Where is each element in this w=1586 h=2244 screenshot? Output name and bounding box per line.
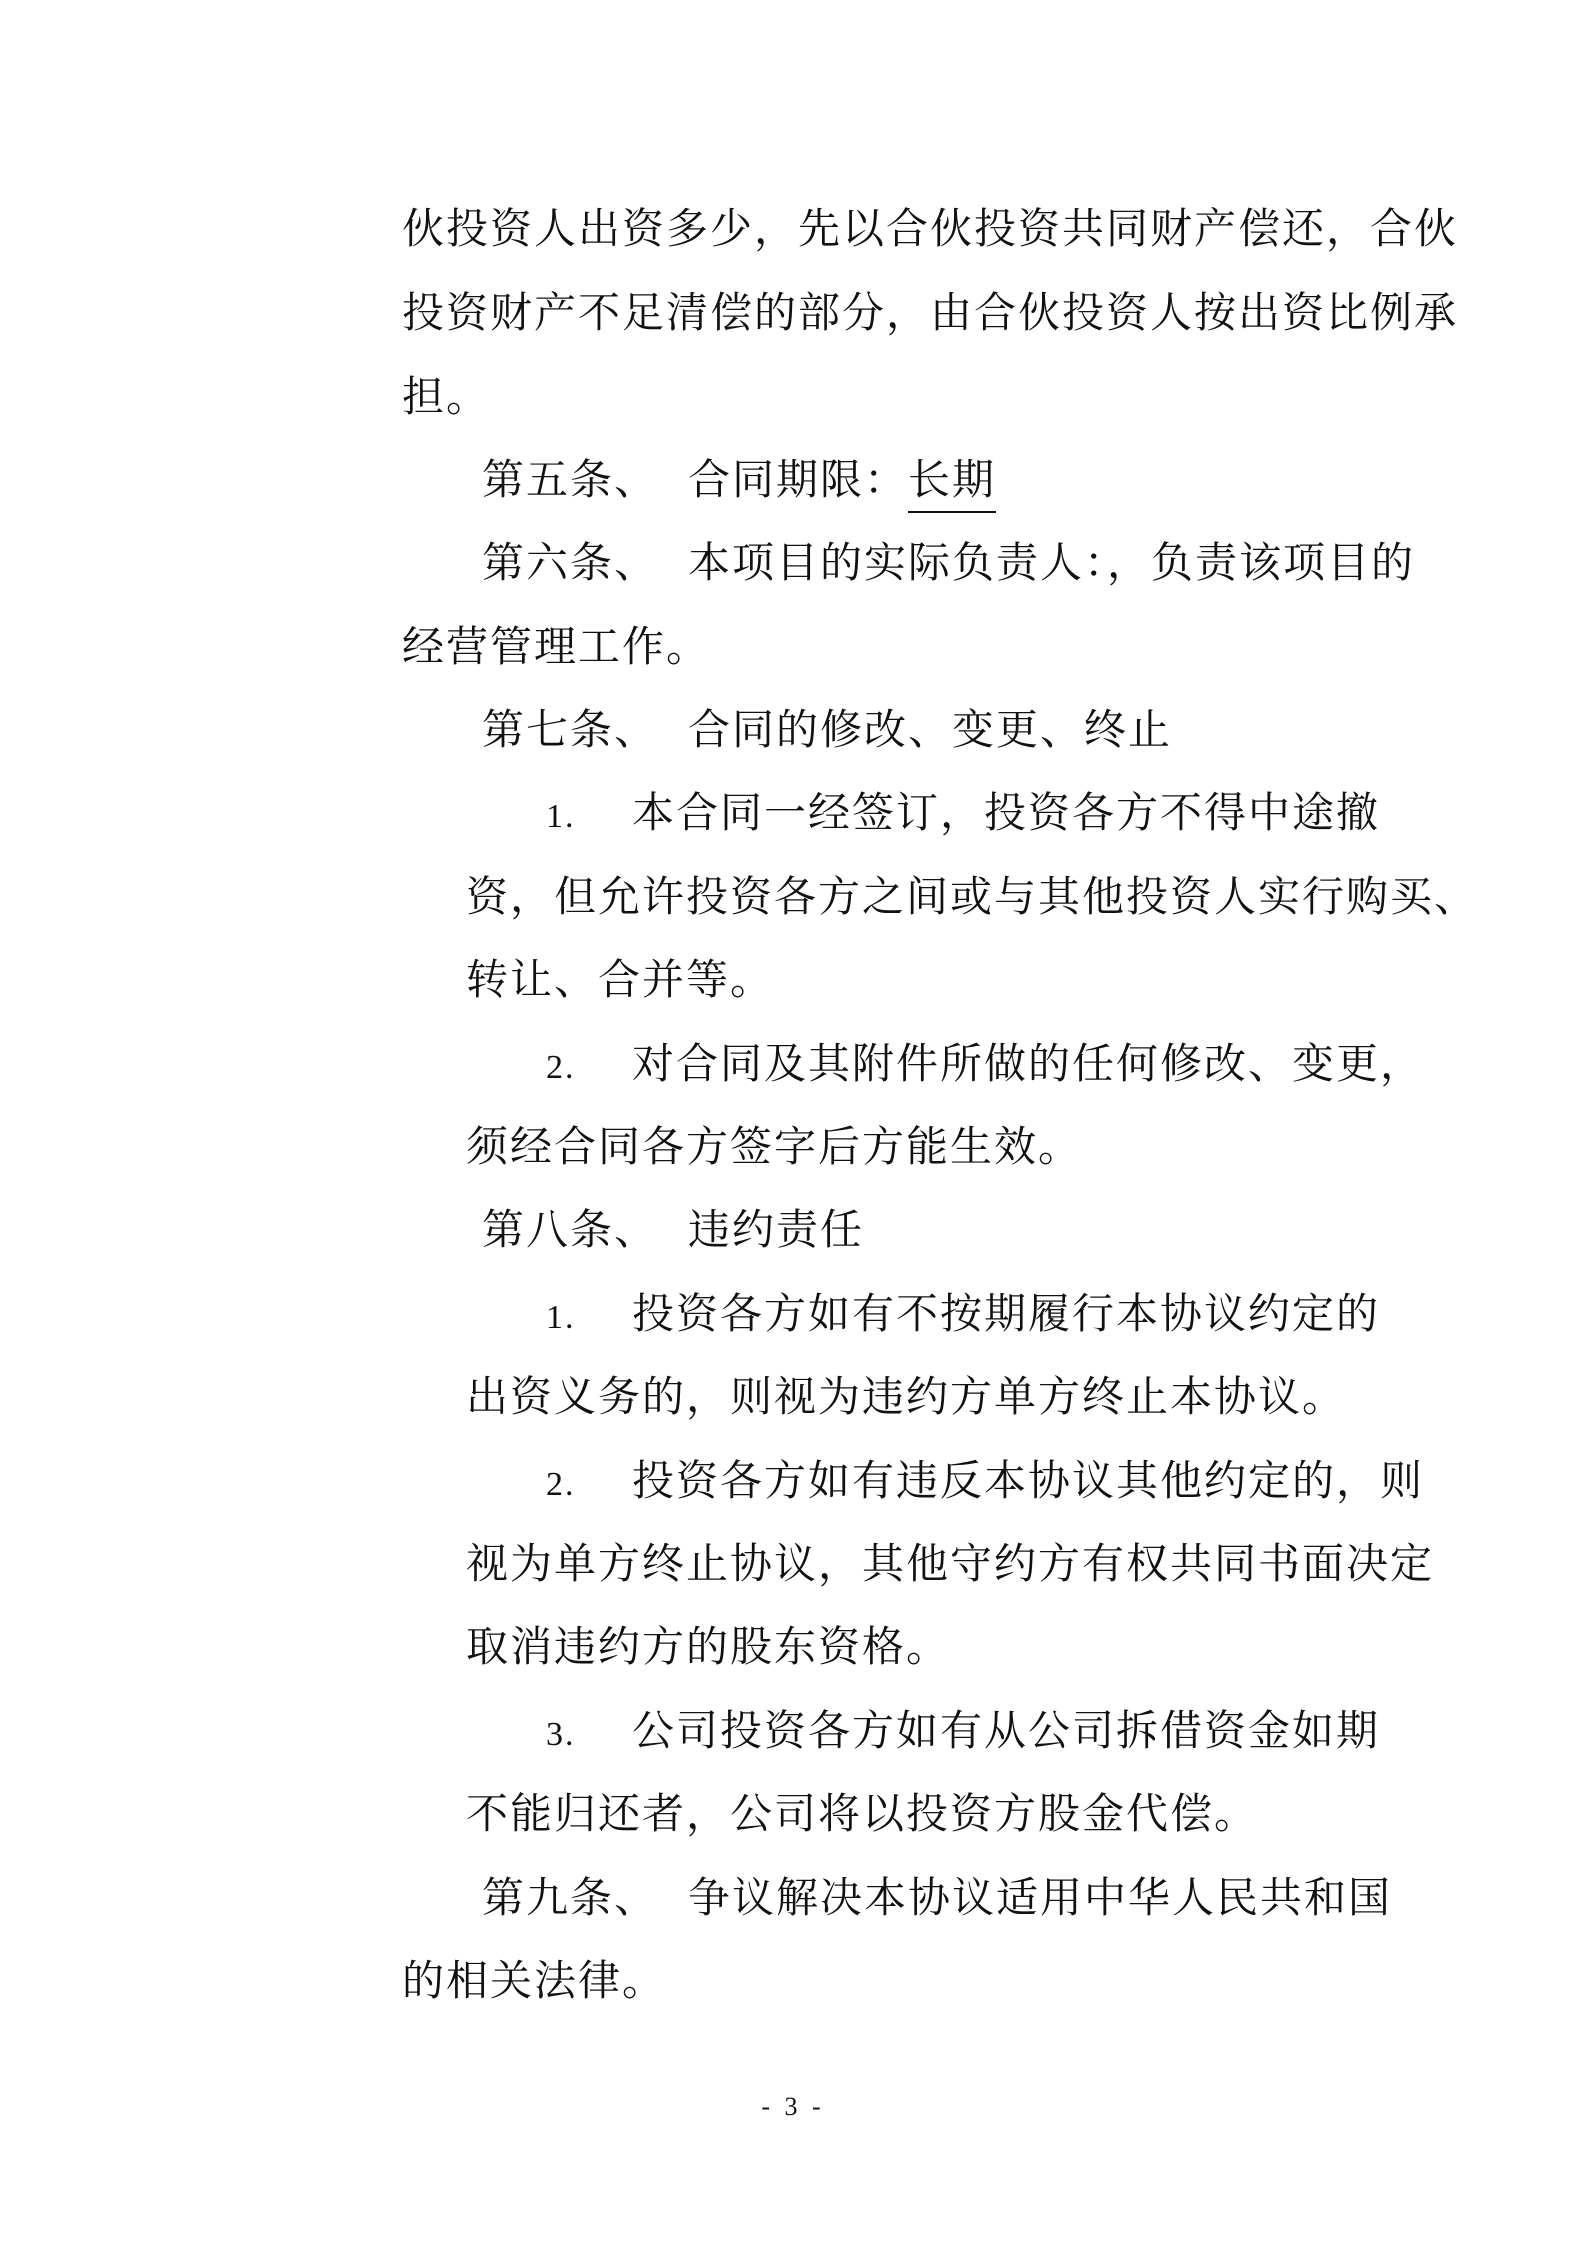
- list-item: [540, 1456, 1424, 1510]
- item-number: 1.: [546, 1299, 576, 1336]
- paragraph-line: 的相关法律。: [402, 1956, 667, 2005]
- article-label: 第七条、: [482, 705, 659, 754]
- item-text: 本合同一经签订，投资各方不得中途撤: [632, 788, 1381, 837]
- article-text: 合同期限：: [688, 455, 909, 504]
- paragraph-line: 取消违约方的股东资格。: [466, 1622, 951, 1671]
- item-text: 公司投资各方如有从公司拆借资金如期: [632, 1706, 1381, 1755]
- paragraph-line: 担。: [402, 372, 491, 421]
- paragraph-line: 出资义务的，则视为违约方单方终止本协议。: [466, 1372, 1347, 1421]
- article-label: 第六条、: [482, 538, 659, 587]
- paragraph-line: 经营管理工作。: [402, 622, 711, 671]
- article-text: 本项目的实际负责人：，负责该项目的: [688, 538, 1416, 587]
- paragraph-line: 须经合同各方签字后方能生效。: [466, 1122, 1083, 1171]
- article-5: [482, 455, 996, 513]
- list-item: [540, 1289, 1380, 1343]
- paragraph-line: 转让、合并等。: [466, 955, 775, 1004]
- article-7: [482, 705, 1172, 755]
- list-item: [540, 1706, 1380, 1760]
- paragraph-line: 视为单方终止协议，其他守约方有权共同书面决定: [466, 1539, 1435, 1588]
- page-number: - 3 -: [761, 2092, 825, 2121]
- item-number: 2.: [546, 1049, 576, 1086]
- article-label: 第五条、: [482, 455, 659, 504]
- paragraph-line: 不能归还者，公司将以投资方股金代偿。: [466, 1789, 1259, 1838]
- article-label: 第八条、: [482, 1205, 659, 1254]
- paragraph-line: 投资财产不足清偿的部分，由合伙投资人按出资比例承: [402, 288, 1459, 337]
- item-text: 投资各方如有违反本协议其他约定的，则: [632, 1456, 1425, 1505]
- article-title: 违约责任: [688, 1205, 865, 1254]
- list-item: [540, 1039, 1424, 1093]
- article-text: 争议解决本协议适用中华人民共和国: [688, 1873, 1393, 1922]
- item-text: 对合同及其附件所做的任何修改、变更，: [632, 1039, 1425, 1088]
- term-value: 长期: [908, 455, 996, 513]
- paragraph-line: 伙投资人出资多少，先以合伙投资共同财产偿还，合伙: [402, 204, 1459, 253]
- article-label: 第九条、: [482, 1873, 659, 1922]
- item-number: 1.: [546, 798, 576, 835]
- list-item: [540, 788, 1380, 842]
- article-6: [482, 538, 1415, 588]
- article-9: [482, 1873, 1392, 1923]
- item-number: 3.: [546, 1716, 576, 1753]
- item-number: 2.: [546, 1466, 576, 1503]
- article-title: 合同的修改、变更、终止: [688, 705, 1173, 754]
- item-text: 投资各方如有不按期履行本协议约定的: [632, 1289, 1381, 1338]
- paragraph-line: 资，但允许投资各方之间或与其他投资人实行购买、: [466, 872, 1479, 921]
- article-8: [482, 1205, 864, 1255]
